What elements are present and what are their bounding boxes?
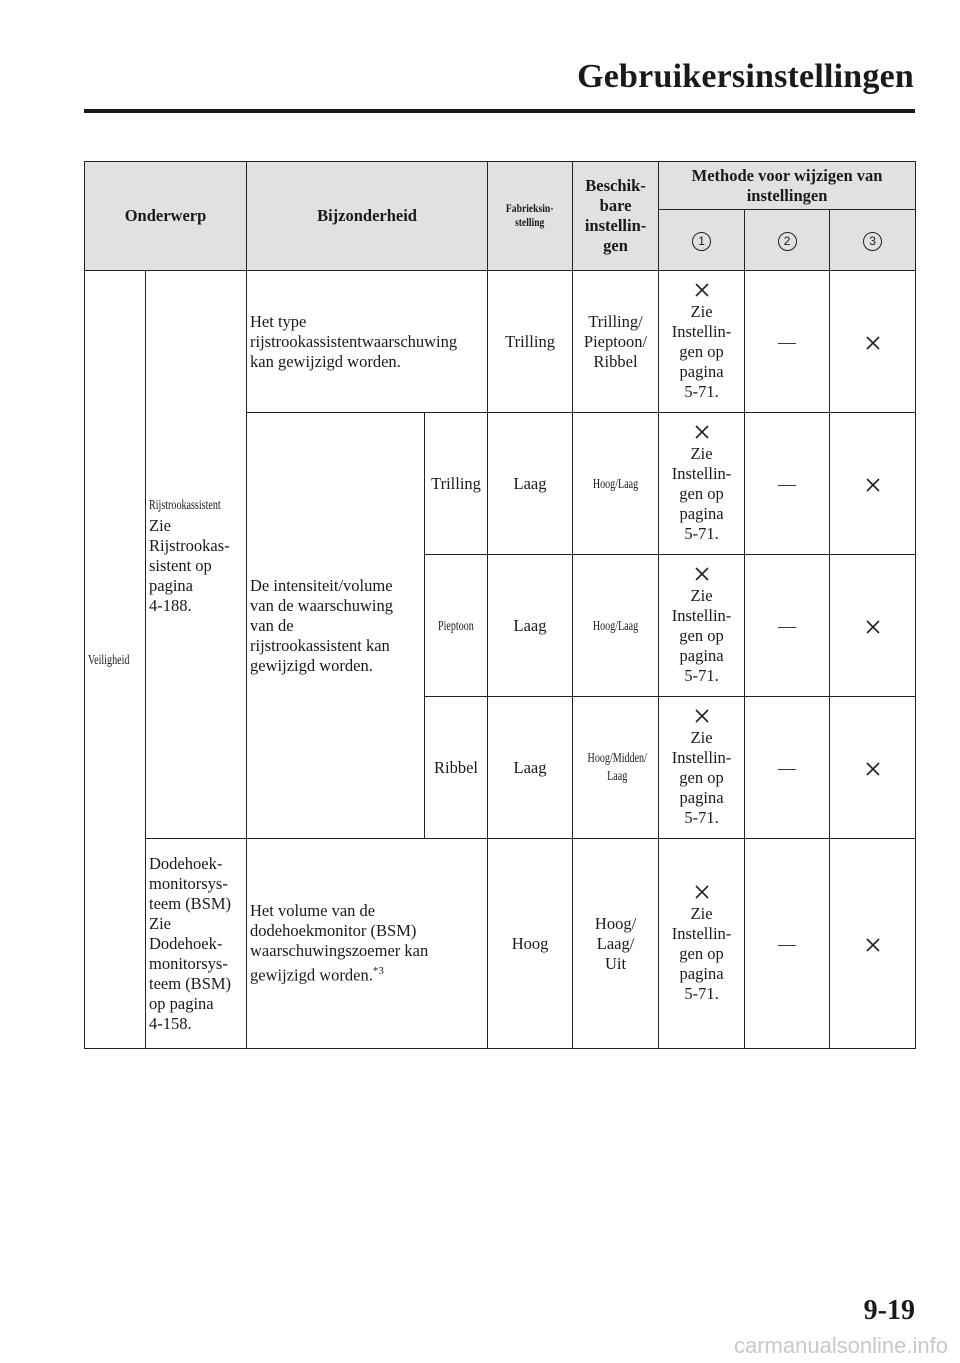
bsm-footnote: *3 [372, 965, 384, 978]
header-methode: Methode voor wijzigen van instellingen [659, 162, 916, 210]
intensity-pieptoon-method1-note: Zie Instellin- gen op pagina 5-71. [671, 585, 732, 685]
bsm-method1-note: Zie Instellin- gen op pagina 5-71. [671, 903, 732, 1003]
header-methode-1 [659, 210, 745, 271]
bsm-factory: Hoog [488, 839, 573, 1049]
cross-icon [865, 761, 881, 777]
cross-icon [694, 282, 710, 298]
header-methode-2 [745, 210, 830, 271]
cross-icon [694, 566, 710, 582]
intensity-ribbel-method1-note: Zie Instellin- gen op pagina 5-71. [671, 727, 732, 827]
intensity-trilling-method2: — [745, 413, 830, 555]
cross-icon [694, 424, 710, 440]
cross-icon [865, 477, 881, 493]
lane-type-available: Trilling/ Pieptoon/ Ribbel [573, 271, 659, 413]
intensity-ribbel-method3 [830, 697, 916, 839]
bsm-method1 [659, 839, 745, 1049]
circled-number-3: 3 [863, 232, 882, 251]
intensity-pieptoon-available [573, 555, 659, 697]
lane-type-method1 [659, 271, 745, 413]
settings-table [84, 161, 916, 1049]
intensity-ribbel-method2: — [745, 697, 830, 839]
cross-icon [694, 708, 710, 724]
circled-number-1: 1 [692, 232, 711, 251]
lane-topic-cell [146, 271, 247, 839]
intensity-ribbel-available-text: Hoog/Midden/ Laag [587, 750, 647, 784]
intensity-ribbel-available [573, 697, 659, 839]
lane-type-detail: Het type rijstrookassistentwaarschuwing kan gewijzigd worden. [247, 271, 488, 413]
watermark: carmanualsonline.info [733, 1333, 948, 1358]
lane-topic-ref: Zie Rijstrookas- sistent op pagina 4-188. [149, 515, 230, 615]
intensity-pieptoon-method3 [830, 555, 916, 697]
intensity-ribbel-factory: Laag [488, 697, 573, 839]
bsm-topic: Dodehoek- monitorsys- teem (BSM) Zie Dodehoek- monitorsys- teem (BSM) op pagina 4-158. [146, 839, 247, 1049]
bsm-available: Hoog/ Laag/ Uit [573, 839, 659, 1049]
lane-type-method2: — [745, 271, 830, 413]
bsm-detail-cell [247, 839, 488, 1049]
bsm-detail: Het volume van de dodehoekmonitor (BSM) waarschuwingszoemer kan gewijzigd worden. [250, 901, 429, 985]
cross-icon [865, 619, 881, 635]
intensity-type-pieptoon [425, 555, 488, 697]
circled-number-2: 2 [778, 232, 797, 251]
intensity-trilling-method1 [659, 413, 745, 555]
intensity-trilling-factory: Laag [488, 413, 573, 555]
intensity-ribbel-method1 [659, 697, 745, 839]
header-fabrieksinstelling [488, 162, 573, 271]
header-bijzonderheid: Bijzonderheid [247, 162, 488, 271]
lane-type-factory: Trilling [488, 271, 573, 413]
intensity-type-pieptoon-text: Pieptoon [438, 618, 474, 634]
lane-type-method3 [830, 271, 916, 413]
intensity-trilling-available [573, 413, 659, 555]
lane-intensity-detail: De intensiteit/volume van de waarschuwing van de rijstrookassistent kan gewijzigd worden. [247, 413, 425, 839]
header-onderwerp: Onderwerp [85, 162, 247, 271]
header-rule [84, 109, 915, 113]
header-methode-3 [830, 210, 916, 271]
intensity-type-trilling: Trilling [425, 413, 488, 555]
category-cell [85, 271, 146, 1049]
bsm-method2: — [745, 839, 830, 1049]
intensity-pieptoon-method1 [659, 555, 745, 697]
intensity-pieptoon-available-text: Hoog/Laag [592, 618, 639, 634]
intensity-pieptoon-factory: Laag [488, 555, 573, 697]
cross-icon [694, 884, 710, 900]
page-number: 9-19 [863, 1295, 915, 1326]
header-beschikbare: Beschik- bare instellin- gen [573, 162, 659, 271]
cross-icon [865, 335, 881, 351]
intensity-trilling-method1-note: Zie Instellin- gen op pagina 5-71. [671, 443, 732, 543]
page-header-title: Gebruikersinstellingen [577, 58, 914, 95]
intensity-pieptoon-method2: — [745, 555, 830, 697]
intensity-type-ribbel: Ribbel [425, 697, 488, 839]
header-fabrieksinstelling-text: Fabrieksin- stelling [506, 201, 554, 229]
intensity-trilling-available-text: Hoog/Laag [592, 476, 639, 492]
bsm-method3 [830, 839, 916, 1049]
lane-topic-name: Rijstrookassistent [149, 497, 221, 513]
cross-icon [865, 937, 881, 953]
intensity-trilling-method3 [830, 413, 916, 555]
category-label: Veiligheid [88, 652, 130, 668]
lane-type-method1-note: Zie Instellin- gen op pagina 5-71. [671, 301, 732, 401]
